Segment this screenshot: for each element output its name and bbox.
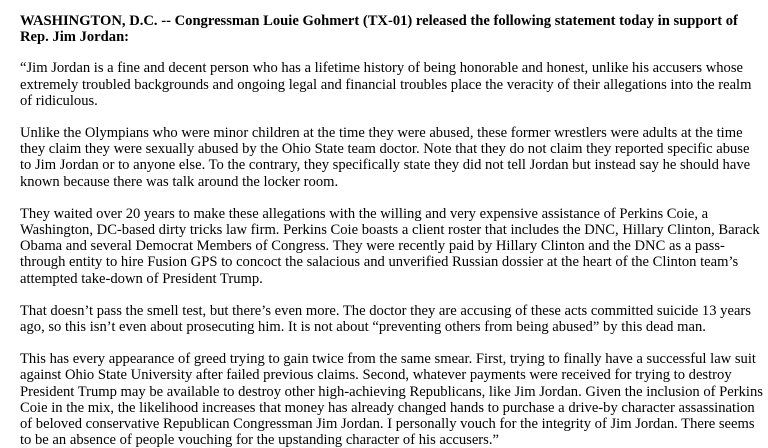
- statement-paragraph-3: They waited over 20 years to make these allegations with the willing and very expensive assistance of Perkins Coie, a Washington, DC-based dirty tricks law firm. Perkins Coie boasts a client roster that includes the DNC, Hillary Clinton, Barack Obama and several Democrat Members of Congress. They were recently paid by Hillary Clinton and the DNC as a pass-through entity to hire Fusion GPS to concoct the salacious and unverified Russian dossier at the heart of the Clinton team’s attempted take-down of President Trump.: [20, 205, 760, 287]
- statement-paragraph-2: Unlike the Olympians who were minor children at the time they were abused, these former wrestlers were adults at the time they claim they were sexually abused by the Ohio State team doctor. Note that they do not claim they reported specific abuse to Jim Jordan or to anyone else. To the contrary, they specifically state they did not tell Jordan but instead say he should have known because there was talk around the locker room.: [20, 125, 751, 190]
- statement-heading: WASHINGTON, D.C. -- Congressman Louie Gohmert (TX-01) released the following statement today in support of Rep. Jim Jordan:: [20, 13, 738, 46]
- press-statement: [20, 13, 764, 448]
- statement-paragraph-5: This has every appearance of greed trying to gain twice from the same smear. First, trying to finally have a successful law suit against Ohio State University after failed previous claims. Second, whatever payments were received for trying to destroy President Trump may be available to destroy other high-achieving Republicans, like Jim Jordan. Given the inclusion of Perkins Coie in the mix, the likelihood increases that money has already changed hands to purchase a drive-by character assassination of beloved conservative Republican Congressman Jim Jordan. I personally vouch for the integrity of Jim Jordan. There seems to be an absence of people vouching for the upstanding character of his accusers.”: [20, 351, 763, 448]
- statement-paragraph-4: That doesn’t pass the smell test, but there’s even more. The doctor they are accusing of these acts committed suicide 13 years ago, so this isn’t even about prosecuting him. It is not about “preventing others from being abused” by this dead man.: [20, 302, 751, 336]
- statement-paragraph-1: “Jim Jordan is a fine and decent person who has a lifetime history of being honorable and honest, unlike his accusers whose extremely troubled backgrounds and ongoing legal and financial troubles place the veracity of their allegations into the realm of ridiculous.: [20, 60, 752, 109]
